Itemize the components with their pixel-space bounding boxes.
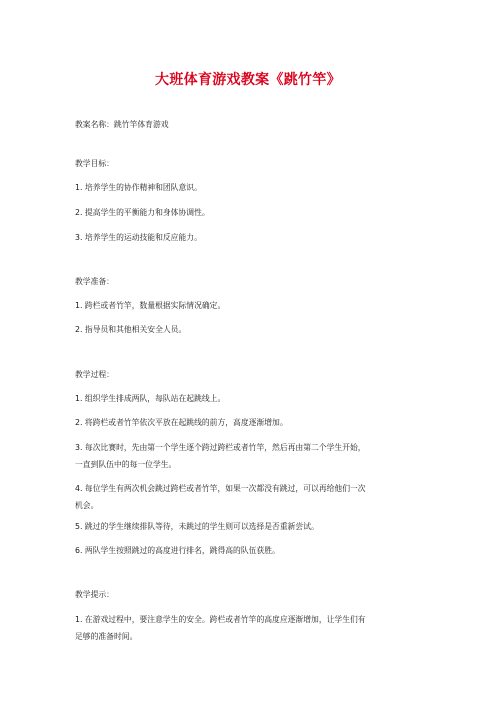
tips-heading: 教学提示： [75,590,114,599]
process-item: 6. 两队学生按照跳过的高度进行排名，跳得高的队伍获胜。 [75,546,280,555]
lesson-name: 教案名称：跳竹竿体育游戏 [75,120,169,129]
process-item-continuation: 机会。 [75,501,99,510]
process-item: 4. 每位学生有两次机会跳过跨栏或者竹竿，如果一次都没有跳过，可以再给他们一次 [75,484,366,493]
process-item: 5. 跳过的学生继续排队等待，未跳过的学生则可以选择是否重新尝试。 [75,522,319,531]
process-item: 3. 每次比赛时，先由第一个学生逐个跨过跨栏或者竹竿，然后再由第二个学生开始， [75,443,366,452]
process-heading: 教学过程： [75,370,114,379]
process-item-continuation: 一直到队伍中的每一位学生。 [75,460,177,469]
process-item: 2. 将跨栏或者竹竿依次平放在起跳线的前方，高度逐渐增加。 [75,418,288,427]
document-title: 大班体育游戏教案《跳竹竿》 [155,72,341,88]
preparation-item: 2. 指导员和其他相关安全人员。 [75,325,187,334]
tips-item: 1. 在游戏过程中，要注意学生的安全。跨栏或者竹竿的高度应逐渐增加，让学生们有 [75,615,366,624]
objective-item: 1. 培养学生的协作精神和团队意识。 [75,183,202,192]
preparation-heading: 教学准备： [75,277,114,286]
preparation-item: 1. 跨栏或者竹竿，数量根据实际情况确定。 [75,301,226,310]
process-item: 1. 组织学生排成两队，每队站在起跳线上。 [75,394,226,403]
objective-item: 2. 提高学生的平衡能力和身体协调性。 [75,208,210,217]
objectives-heading: 教学目标： [75,159,114,168]
objective-item: 3. 培养学生的运动技能和反应能力。 [75,233,202,242]
tips-item-continuation: 足够的准备时间。 [75,632,138,641]
